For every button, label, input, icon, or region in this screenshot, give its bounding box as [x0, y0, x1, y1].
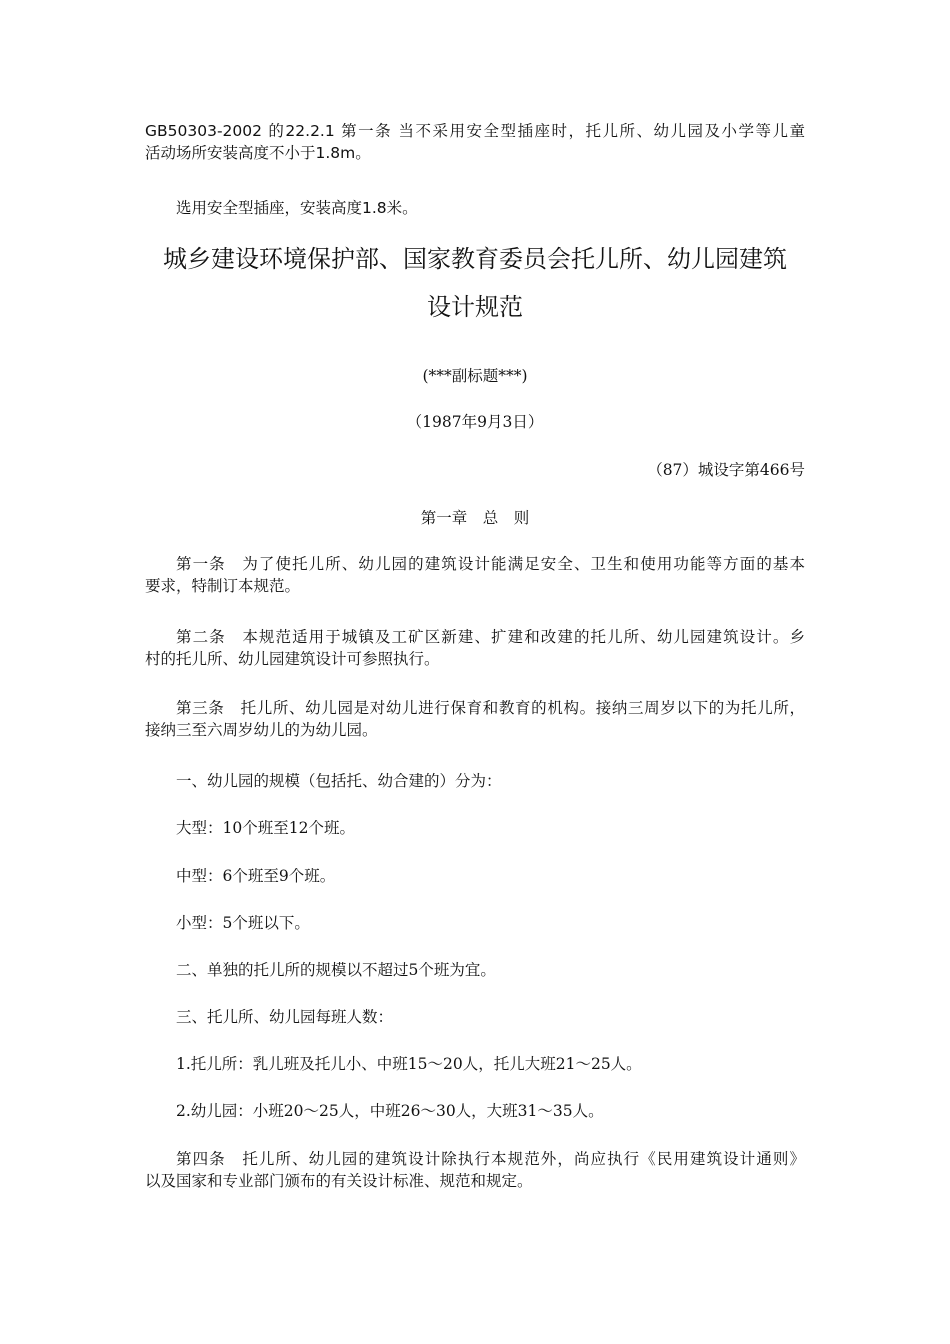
document-title-line-2: 设计规范 [427, 293, 523, 321]
document-title-line-1: 城乡建设环境保护部、国家教育委员会托儿所、幼儿园建筑 [163, 245, 787, 273]
class-size-kindergarten: 2.幼儿园：小班20～25人，中班26～30人，大班31～35人。 [176, 1102, 604, 1120]
class-size-nursery: 1.托儿所：乳儿班及托儿小、中班15～20人，托儿大班21～25人。 [176, 1055, 642, 1073]
article-4-line-1: 第四条 托儿所、幼儿园的建筑设计除执行本规范外，尚应执行《民用建筑设计通则》 [176, 1150, 805, 1168]
chapter-heading: 第一章 总 则 [420, 509, 530, 527]
document-date: （1987年9月3日） [406, 413, 544, 431]
document-subtitle: (***副标题***) [422, 367, 528, 385]
nursery-scale: 二、单独的托儿所的规模以不超过5个班为宜。 [176, 961, 496, 979]
article-3 [145, 697, 805, 741]
note-choice: 选用安全型插座，安装高度1.8米。 [176, 199, 418, 217]
article-2-line-2: 村的托儿所、幼儿园建筑设计可参照执行。 [145, 650, 440, 668]
document-number: （87）城设字第466号 [647, 461, 805, 479]
article-2 [145, 626, 805, 670]
article-2-line-1: 第二条 本规范适用于城镇及工矿区新建、扩建和改建的托儿所、幼儿园建筑设计。乡 [176, 628, 805, 646]
article-3-line-2: 接纳三至六周岁幼儿的为幼儿园。 [145, 721, 378, 739]
article-4 [145, 1148, 805, 1192]
class-size-intro: 三、托儿所、幼儿园每班人数： [176, 1008, 394, 1026]
note-line-1: GB50303-2002 的22.2.1 第一条 当不采用安全型插座时，托儿所、幼儿园及小学等儿童 [145, 122, 805, 140]
article-1-line-2: 要求，特制订本规范。 [145, 577, 301, 595]
article-1-line-1: 第一条 为了使托儿所、幼儿园的建筑设计能满足安全、卫生和使用功能等方面的基本 [176, 555, 805, 573]
scale-intro: 一、幼儿园的规模（包括托、幼合建的）分为： [176, 772, 502, 790]
scale-medium: 中型：6个班至9个班。 [176, 867, 336, 885]
note-line-2: 活动场所安装高度不小于1.8m。 [145, 144, 371, 162]
note-paragraph [145, 120, 805, 164]
article-4-line-2: 以及国家和专业部门颁布的有关设计标准、规范和规定。 [145, 1172, 533, 1190]
scale-small: 小型：5个班以下。 [176, 914, 310, 932]
article-3-line-1: 第三条 托儿所、幼儿园是对幼儿进行保育和教育的机构。接纳三周岁以下的为托儿所， [176, 699, 805, 717]
scale-large: 大型：10个班至12个班。 [176, 819, 355, 837]
article-1 [145, 553, 805, 597]
